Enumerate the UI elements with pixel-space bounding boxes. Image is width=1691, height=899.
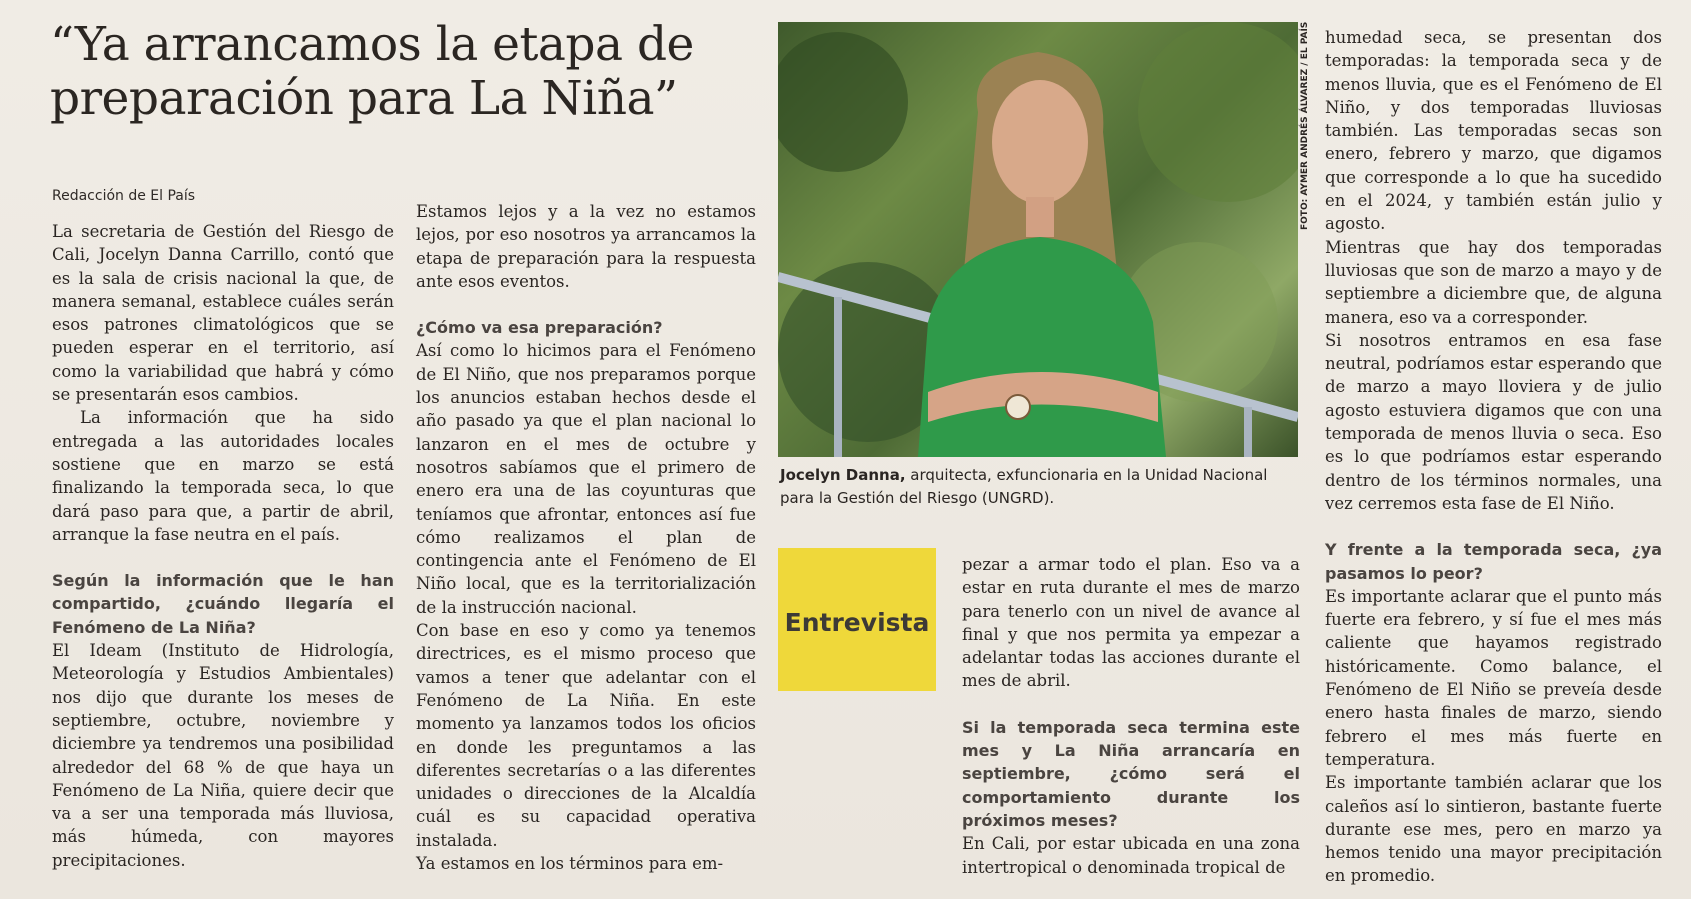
paragraph: Es importante también aclarar que los caleños así lo sintieron, bastante fuerte durante ese mes, pero en marzo ya hemos tenido una mayor precipitación en promedio.	[1325, 773, 1662, 886]
paragraph: Estamos lejos y a la vez no estamos lejos, por eso nosotros ya arrancamos la etapa de preparación para la respuesta ante esos eventos.	[416, 202, 756, 291]
byline: Redacción de El País	[52, 188, 196, 204]
portrait-illustration	[778, 22, 1298, 457]
interview-question: Según la información que le han compartido, ¿cuándo llegaría el Fenómeno de La Niña?	[52, 571, 394, 637]
caption-text: arquitecta, exfuncionaria en la Unidad Nacional para la Gestión del Riesgo (UNGRD).	[780, 466, 1268, 507]
article-column-1	[52, 220, 394, 872]
paragraph: El Ideam (Instituto de Hidrología, Meteorología y Estudios Ambientales) nos dijo que durante los meses de septiembre, octubre, noviembre y diciembre ya tendremos una posibilidad alrededor del 68 % de que haya un Fenómeno de La Niña, quiere decir que va a ser una temporada más lluviosa, más húmeda, con mayores precipitaciones.	[52, 641, 394, 870]
headline-line-2: preparación para La Niña”	[50, 71, 678, 126]
article-column-2	[416, 200, 756, 875]
section-tag-label: Entrevista	[784, 608, 930, 637]
headline-line-1: “Ya arrancamos la etapa de	[50, 17, 694, 72]
photo-caption	[780, 464, 1300, 510]
paragraph: pezar a armar todo el plan. Eso va a estar en ruta durante el mes de marzo para tenerlo con un nivel de avance al final y que nos permita ya empezar a adelantar todas las acciones durante el mes de abril.	[962, 555, 1300, 691]
paragraph: Si nosotros entramos en esa fase neutral, podríamos estar esperando que de marzo a mayo lloviera y de julio agosto estuviera digamos que con una temporada de menos lluvia o seca. Eso es lo que podríamos estar esperando dentro de los términos normales, una vez cerremos esta fase de El Niño.	[1325, 330, 1662, 513]
portrait-photo	[778, 22, 1298, 457]
interview-question: Si la temporada seca termina este mes y La Niña arrancaría en septiembre, ¿cómo será el comportamiento durante los próximos meses?	[962, 717, 1300, 830]
paragraph: En Cali, por estar ubicada en una zona intertropical o denominada tropical de	[962, 834, 1300, 877]
section-tag	[778, 548, 936, 691]
paragraph: humedad seca, se presentan dos temporadas: la temporada seca y de menos lluvia, que es el Fenómeno de El Niño, y dos temporadas lluviosas también. Las temporadas secas son enero, febrero y marzo, que digamos que corresponde a lo que ha sucedido en el 2024, y también están julio y agosto.	[1325, 28, 1662, 234]
caption-name: Jocelyn Danna,	[780, 466, 906, 484]
paragraph: La información que ha sido entregada a las autoridades locales sostiene que en marzo se está finalizando la temporada seca, lo que dará paso para que, a partir de abril, arranque la fase neutra en el país.	[52, 408, 394, 544]
interview-question: Y frente a la temporada seca, ¿ya pasamos lo peor?	[1325, 540, 1662, 583]
paragraph: Mientras que hay dos temporadas lluviosas que son de marzo a mayo y de septiembre a diciembre que, de alguna manera, eso va a corresponder.	[1325, 237, 1662, 327]
headline	[50, 18, 770, 126]
paragraph: Ya estamos en los términos para em-	[416, 854, 724, 874]
paragraph: Es importante aclarar que el punto más fuerte era febrero, y sí fue el mes más caliente que hayamos registrado históricamente. Como balance, el Fenómeno de El Niño se preveía desde enero hasta finales de marzo, siendo febrero el mes más fuerte en temperatura.	[1325, 586, 1662, 769]
photo-credit: FOTO: AYMER ANDRÉS ÁLVAREZ / EL PAÍS	[1300, 21, 1310, 230]
article-column-4	[1325, 26, 1662, 888]
interview-question: ¿Cómo va esa preparación?	[416, 318, 663, 338]
paragraph: Con base en eso y como ya tenemos directrices, es el mismo proceso que vamos a tener que adelantar con el Fenómeno de La Niña. En este momento ya lanzamos todos los oficios en donde les preguntamos a las diferentes secretarías o a las diferentes unidades o direcciones de la Alcaldía cuál es su capacidad operativa instalada.	[416, 621, 756, 850]
article-column-3	[962, 553, 1300, 879]
paragraph: Así como lo hicimos para el Fenómeno de El Niño, que nos preparamos porque los anuncios estaban hechos desde el año pasado ya que el plan nacional lo lanzaron en el mes de octubre y nosotros sabíamos que el primero de enero era una de las coyunturas que teníamos que afrontar, entonces así fue cómo realizamos el plan de contingencia ante el Fenómeno de El Niño local, que es la territorialización de la instrucción nacional.	[416, 341, 756, 617]
paragraph: La secretaria de Gestión del Riesgo de Cali, Jocelyn Danna Carrillo, contó que es la sala de crisis nacional la que, de manera semanal, establece cuáles serán esos patrones climatológicos que se pueden esperar en el territorio, así como la variabilidad que habrá y cómo se presentarán esos cambios.	[52, 222, 394, 405]
